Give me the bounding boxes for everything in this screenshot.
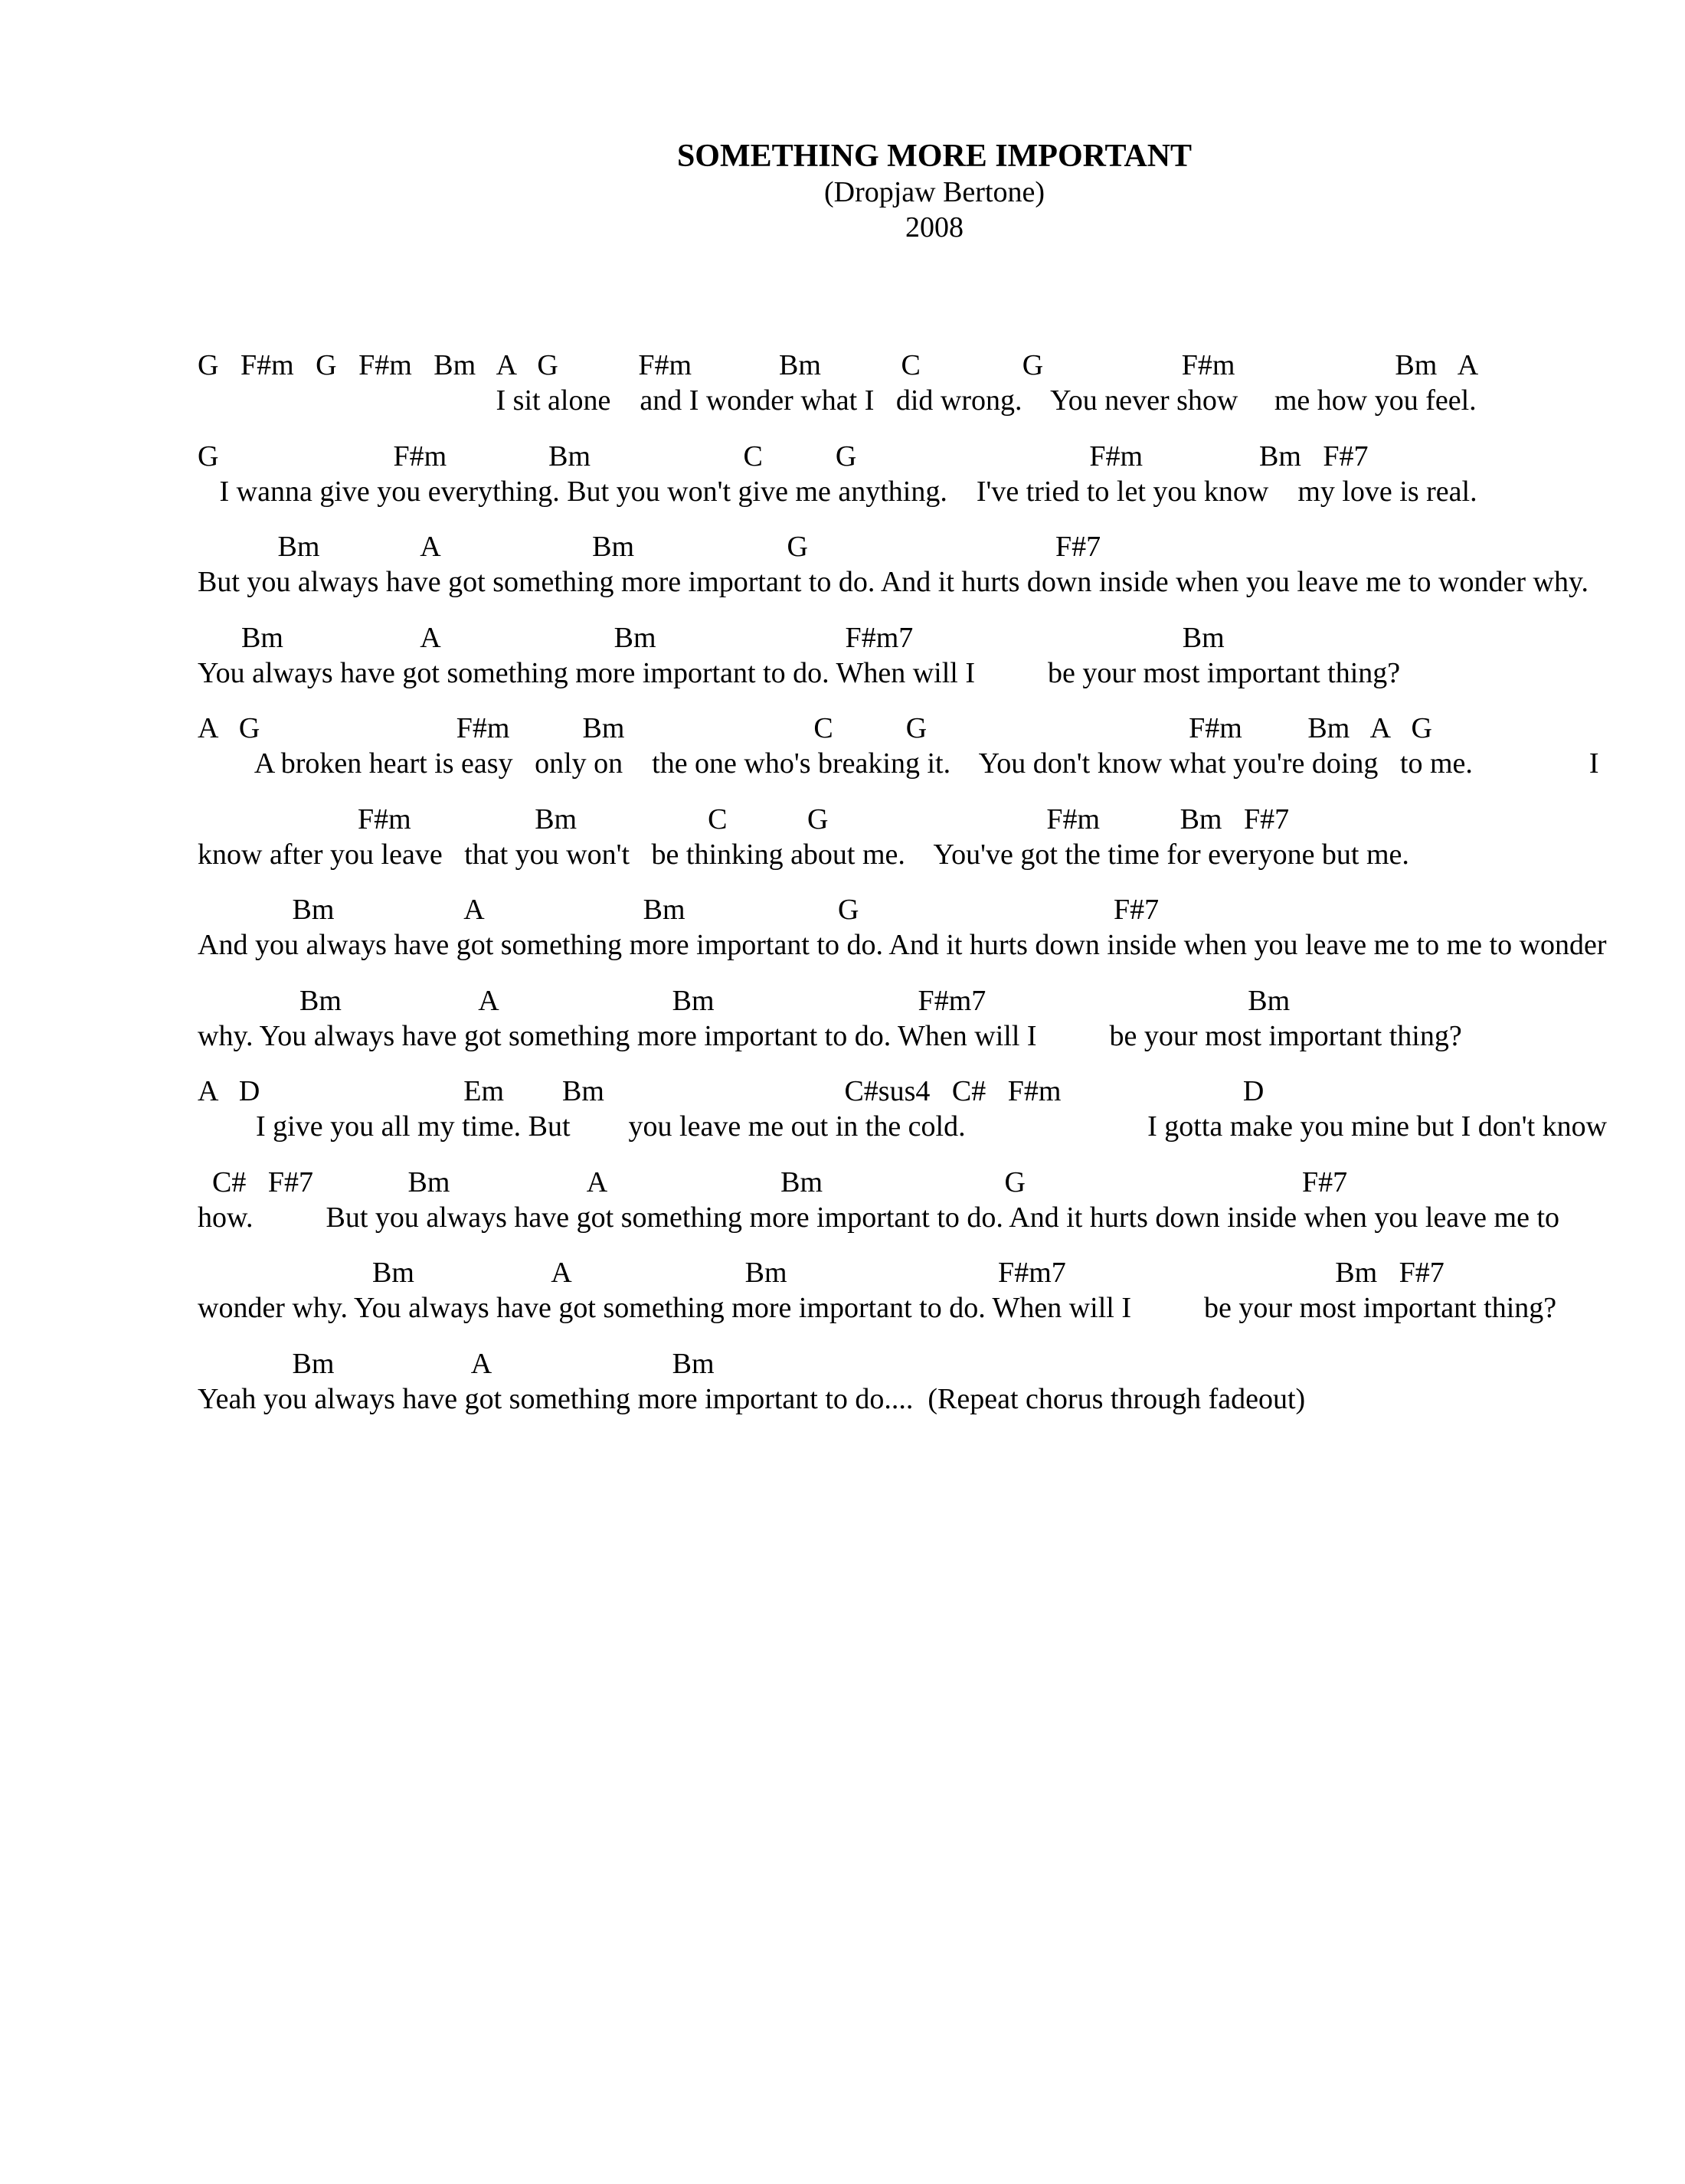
stanza-6 — [198, 802, 1668, 893]
lyric-line: But you always have got something more important to do. And it hurts down inside when you leave me to wonder why. — [198, 566, 1588, 598]
stanza-5 — [198, 711, 1668, 802]
chord-line: Bm A Bm — [198, 1347, 715, 1380]
lyric-line: You always have got something more important to do. When will I be your most important thing? — [198, 656, 1401, 689]
lyric-line: wonder why. You always have got something more important to do. When will I be your most important thing? — [198, 1292, 1557, 1324]
stanza-10 — [198, 1165, 1668, 1256]
stanza-11 — [198, 1255, 1668, 1346]
lyric-line: And you always have got something more important to do. And it hurts down inside when you leave me to me to wonder — [198, 929, 1607, 961]
chord-line: A D Em Bm C#sus4 C# F#m D — [198, 1075, 1265, 1107]
lyric-line: I sit alone and I wonder what I did wrong. You never show me how you feel. — [198, 384, 1477, 417]
stanza-8 — [198, 983, 1668, 1074]
lyric-line: why. You always have got something more important to do. When will I be your most important thing? — [198, 1019, 1462, 1052]
lyric-line: I wanna give you everything. But you won't give me anything. I've tried to let you know my love is real. — [198, 475, 1477, 508]
chord-line: F#m Bm C G F#m Bm F#7 — [198, 803, 1290, 835]
stanza-2 — [198, 439, 1668, 530]
chord-line: Bm A Bm G F#7 — [198, 531, 1101, 563]
chord-line: A G F#m Bm C G F#m Bm A G — [198, 712, 1432, 744]
chord-line: G F#m G F#m Bm A G F#m Bm C G F#m Bm A — [198, 349, 1479, 381]
song-title: SOMETHING MORE IMPORTANT — [676, 139, 1193, 174]
song-header — [0, 138, 1685, 245]
lyric-line: how. But you always have got something more important to do. And it hurts down inside when you leave me to — [198, 1201, 1560, 1234]
stanza-3 — [198, 529, 1668, 620]
chord-line: Bm A Bm F#m7 Bm — [198, 621, 1225, 654]
lyric-line: Yeah you always have got something more important to do.... (Repeat chorus through fadeout) — [198, 1382, 1306, 1415]
chord-sheet — [198, 348, 1668, 1437]
chord-line: C# F#7 Bm A Bm G F#7 — [198, 1166, 1348, 1198]
stanza-12 — [198, 1346, 1668, 1437]
lyric-line: A broken heart is easy only on the one who's breaking it. You don't know what you're doing to me. I — [198, 747, 1599, 780]
chord-line: Bm A Bm F#m7 Bm F#7 — [198, 1257, 1445, 1289]
song-artist: (Dropjaw Bertone) — [823, 176, 1045, 208]
song-year: 2008 — [905, 211, 964, 244]
chord-line: G F#m Bm C G F#m Bm F#7 — [198, 440, 1369, 472]
stanza-4 — [198, 620, 1668, 711]
stanza-7 — [198, 892, 1668, 983]
lyric-line: I give you all my time. But you leave me out in the cold. I gotta make you mine but I don't know — [198, 1110, 1608, 1143]
stanza-1 — [198, 348, 1668, 439]
stanza-9 — [198, 1074, 1668, 1165]
chord-line: Bm A Bm G F#7 — [198, 894, 1160, 926]
chord-line: Bm A Bm F#m7 Bm — [198, 984, 1291, 1017]
lyric-line: know after you leave that you won't be thinking about me. You've got the time for everyone but me. — [198, 838, 1409, 871]
